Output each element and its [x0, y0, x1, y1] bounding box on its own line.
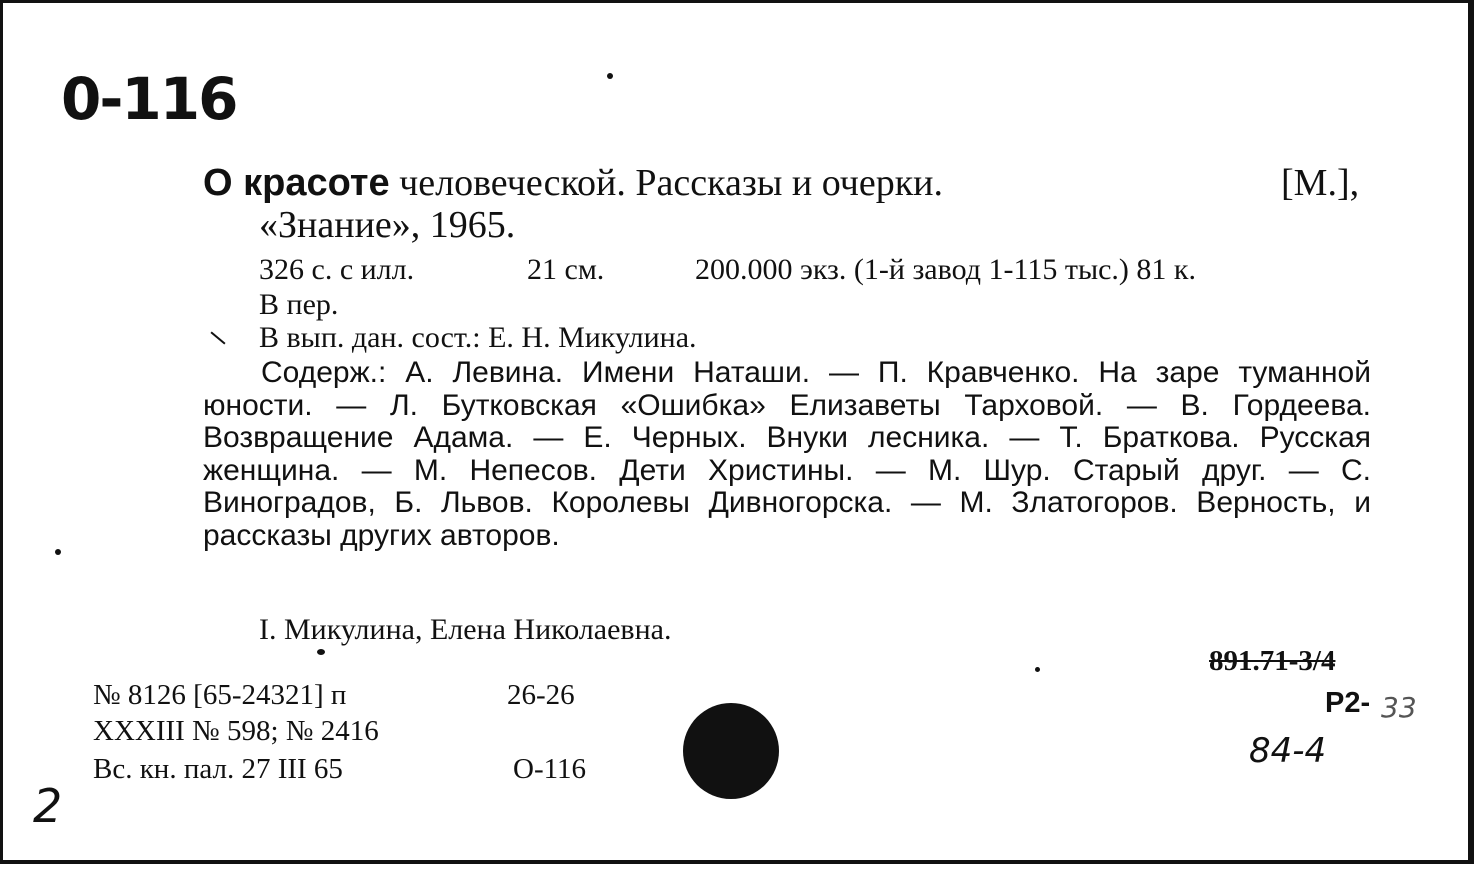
title-bold: О красоте	[203, 162, 390, 204]
footer-line1-code: 26-26	[507, 679, 575, 711]
speck	[1035, 667, 1040, 672]
speck	[607, 73, 613, 79]
crossed-classification: 891.71-3/4	[1209, 645, 1336, 677]
pencil-tick	[210, 331, 225, 344]
compiler: В вып. дан. сост.: Е. Н. Микулина.	[259, 321, 697, 354]
publication-place: [М.],	[1281, 162, 1360, 204]
title-line	[203, 161, 943, 205]
handwritten-code: 84-4	[1249, 731, 1327, 771]
print-run: 200.000 экз. (1-й завод 1-115 тыс.) 81 к.	[695, 253, 1196, 286]
footer-registry-line: XXXIII № 598; № 2416	[93, 715, 379, 747]
speck	[55, 549, 61, 555]
title-rest: человеческой. Рассказы и очерки.	[399, 162, 944, 204]
contents-note: Содерж.: А. Левина. Имени Наташи. — П. Кравченко. На заре туманной юности. — Л. Бутковская «Ошибка» Елизаветы Тарховой. — В. Гордеева. Возвращение Адама. — Е. Черных. Внуки лесника. — Т. Браткова. Русская женщина. — М. Непесов. Дети Христины. — М. Шур. Старый друг. — С. Виноградов, Б. Львов. Королевы Дивногорска. — М. Златогоров. Верность, и рассказы других авторов.	[203, 356, 1371, 552]
shelfmark: 0-116	[61, 65, 237, 133]
corner-handwritten-mark: 2	[33, 779, 63, 833]
footer-record-number: № 8126 [65-24321] п	[93, 679, 347, 711]
classification-code: Р2-	[1325, 687, 1371, 719]
punch-hole	[683, 703, 779, 799]
binding: В пер.	[259, 288, 339, 321]
footer-chamber-line: Вс. кн. пал. 27 III 65	[93, 753, 343, 785]
footer-line3-code: О-116	[513, 753, 587, 785]
pages: 326 с. с илл.	[259, 253, 415, 286]
added-entry: I. Микулина, Елена Николаевна.	[259, 613, 672, 646]
size: 21 см.	[527, 253, 605, 286]
publisher-year: «Знание», 1965.	[259, 204, 516, 246]
handwritten-suffix: 33	[1381, 691, 1417, 724]
speck	[317, 649, 325, 655]
